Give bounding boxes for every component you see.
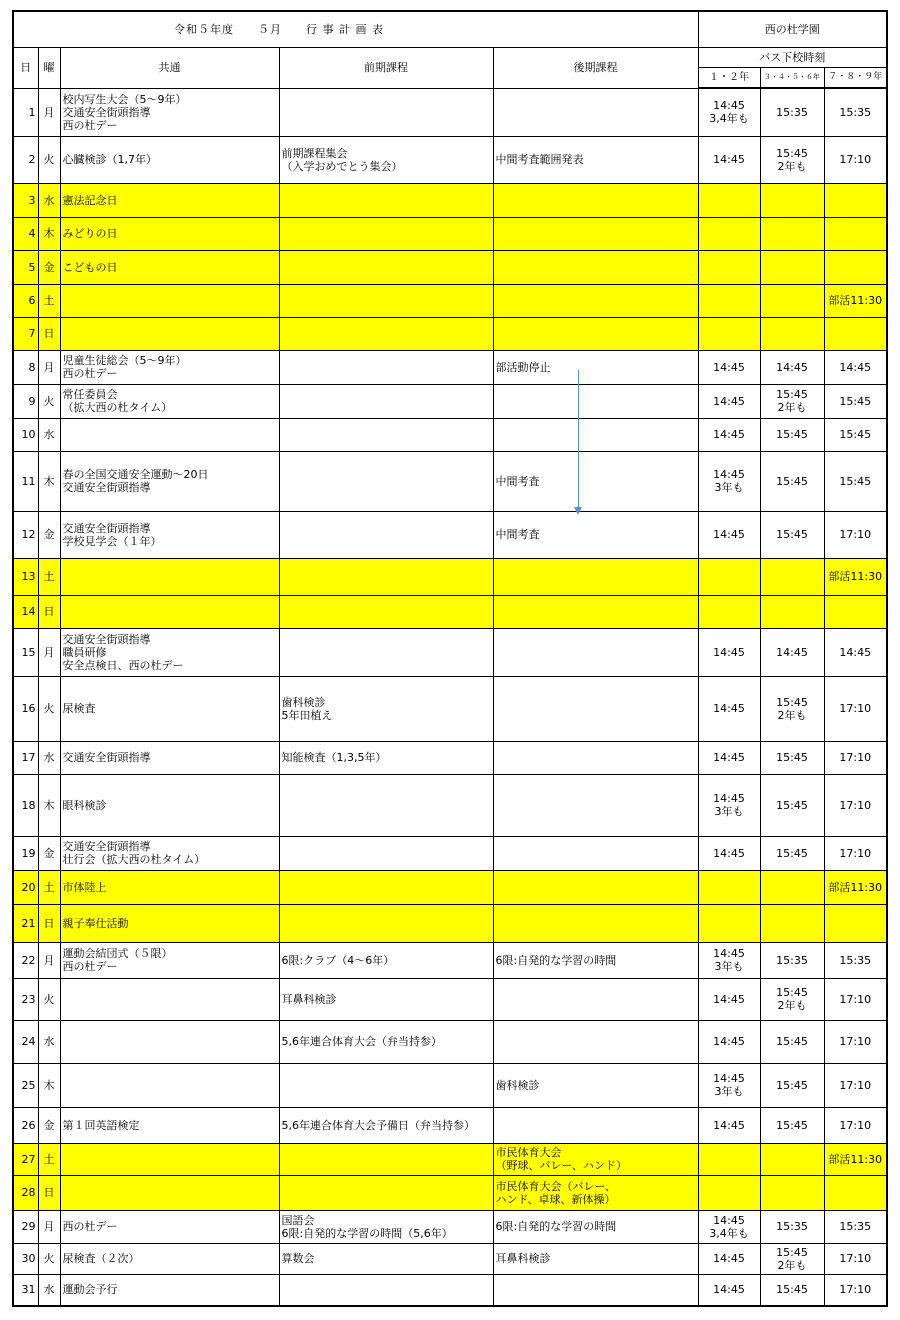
bus-grade-1-2-cell: 14:45 3,4年も	[698, 1210, 760, 1243]
weekday-cell: 火	[38, 1243, 60, 1274]
weekday-cell: 月	[38, 350, 60, 384]
day-cell: 16	[13, 676, 38, 741]
early-course-cell	[279, 451, 493, 511]
header-grade-1-2: １・２年	[698, 67, 760, 88]
common-cell	[60, 317, 279, 350]
day-cell: 10	[13, 418, 38, 451]
weekday-cell: 土	[38, 1143, 60, 1175]
header-common: 共通	[60, 47, 279, 88]
weekday-cell: 土	[38, 558, 60, 595]
bus-grade-3-6-cell	[760, 183, 824, 217]
bus-grade-3-6-cell: 14:45	[760, 350, 824, 384]
bus-grade-1-2-cell	[698, 183, 760, 217]
schedule-sheet	[12, 10, 886, 1307]
weekday-cell: 水	[38, 741, 60, 774]
common-cell: 第１回英語検定	[60, 1107, 279, 1143]
early-course-cell	[279, 628, 493, 676]
common-cell	[60, 284, 279, 317]
table-row	[13, 418, 887, 451]
late-course-cell: 6限:自発的な学習の時間	[493, 1210, 698, 1243]
late-course-cell: 中間考査範囲発表	[493, 136, 698, 183]
bus-grade-3-6-cell: 15:45 2年も	[760, 676, 824, 741]
day-cell: 15	[13, 628, 38, 676]
weekday-cell: 火	[38, 384, 60, 418]
early-course-cell	[279, 511, 493, 558]
common-cell	[60, 418, 279, 451]
table-row	[13, 183, 887, 217]
weekday-cell: 月	[38, 628, 60, 676]
day-cell: 6	[13, 284, 38, 317]
weekday-cell: 日	[38, 1175, 60, 1210]
table-row	[13, 384, 887, 418]
common-cell: 市体陸上	[60, 870, 279, 904]
bus-grade-1-2-cell: 14:45	[698, 511, 760, 558]
day-cell: 26	[13, 1107, 38, 1143]
early-course-cell	[279, 88, 493, 136]
bus-grade-7-9-cell: 17:10	[824, 676, 887, 741]
early-course-cell	[279, 418, 493, 451]
late-course-cell	[493, 774, 698, 836]
table-row	[13, 676, 887, 741]
table-row	[13, 511, 887, 558]
bus-grade-7-9-cell: 15:45	[824, 384, 887, 418]
common-cell: 眼科検診	[60, 774, 279, 836]
bus-grade-7-9-cell: 部活11:30	[824, 558, 887, 595]
bus-grade-3-6-cell: 15:45	[760, 1274, 824, 1306]
bus-grade-1-2-cell: 14:45	[698, 741, 760, 774]
table-row	[13, 942, 887, 978]
arrow-down-icon	[574, 507, 582, 515]
early-course-cell: 算数会	[279, 1243, 493, 1274]
bus-grade-7-9-cell: 15:45	[824, 418, 887, 451]
early-course-cell: 5,6年連合体育大会予備日（弁当持参）	[279, 1107, 493, 1143]
header-grade-7-9: ７・８・９年	[824, 67, 887, 88]
bus-grade-7-9-cell: 17:10	[824, 1063, 887, 1107]
early-course-cell: 国語会 6限:自発的な学習の時間（5,6年）	[279, 1210, 493, 1243]
day-cell: 5	[13, 250, 38, 284]
bus-grade-7-9-cell: 17:10	[824, 1020, 887, 1063]
table-row	[13, 250, 887, 284]
weekday-cell: 土	[38, 870, 60, 904]
late-course-cell	[493, 1107, 698, 1143]
weekday-cell: 木	[38, 217, 60, 250]
weekday-cell: 水	[38, 1274, 60, 1306]
late-course-cell	[493, 284, 698, 317]
early-course-cell	[279, 350, 493, 384]
bus-grade-7-9-cell: 17:10	[824, 741, 887, 774]
header-late-course: 後期課程	[493, 47, 698, 88]
arrow-line	[578, 370, 579, 510]
day-cell: 2	[13, 136, 38, 183]
bus-grade-7-9-cell: 17:10	[824, 1107, 887, 1143]
late-course-cell	[493, 558, 698, 595]
early-course-cell	[279, 836, 493, 870]
weekday-cell: 木	[38, 451, 60, 511]
bus-grade-3-6-cell: 15:45	[760, 741, 824, 774]
day-cell: 23	[13, 978, 38, 1020]
bus-grade-1-2-cell: 14:45	[698, 350, 760, 384]
bus-grade-3-6-cell: 15:45 2年も	[760, 1243, 824, 1274]
bus-grade-3-6-cell: 15:35	[760, 1210, 824, 1243]
weekday-cell: 日	[38, 317, 60, 350]
day-cell: 9	[13, 384, 38, 418]
bus-grade-7-9-cell: 17:10	[824, 511, 887, 558]
weekday-cell: 金	[38, 1107, 60, 1143]
bus-grade-3-6-cell	[760, 595, 824, 628]
bus-grade-7-9-cell	[824, 250, 887, 284]
late-course-cell: 6限:自発的な学習の時間	[493, 942, 698, 978]
bus-grade-7-9-cell: 15:35	[824, 942, 887, 978]
day-cell: 21	[13, 904, 38, 942]
late-course-cell	[493, 676, 698, 741]
common-cell	[60, 1020, 279, 1063]
common-cell	[60, 1175, 279, 1210]
day-cell: 8	[13, 350, 38, 384]
late-course-cell	[493, 628, 698, 676]
bus-grade-1-2-cell	[698, 284, 760, 317]
day-cell: 25	[13, 1063, 38, 1107]
common-cell: 校内写生大会（5～9年） 交通安全街頭指導 西の杜デー	[60, 88, 279, 136]
table-row	[13, 1274, 887, 1306]
common-cell: 親子奉仕活動	[60, 904, 279, 942]
table-row	[13, 1243, 887, 1274]
late-course-cell: 中間考査	[493, 451, 698, 511]
day-cell: 31	[13, 1274, 38, 1306]
bus-grade-3-6-cell	[760, 284, 824, 317]
bus-grade-1-2-cell	[698, 217, 760, 250]
bus-grade-3-6-cell	[760, 870, 824, 904]
late-course-cell	[493, 418, 698, 451]
early-course-cell: 前期課程集会 （入学おめでとう集会）	[279, 136, 493, 183]
bus-grade-1-2-cell	[698, 250, 760, 284]
bus-grade-3-6-cell: 14:45	[760, 628, 824, 676]
day-cell: 3	[13, 183, 38, 217]
day-cell: 19	[13, 836, 38, 870]
early-course-cell	[279, 1274, 493, 1306]
table-row	[13, 870, 887, 904]
late-course-cell: 市民体育大会 （野球、バレー、ハンド）	[493, 1143, 698, 1175]
common-cell: 運動会予行	[60, 1274, 279, 1306]
weekday-cell: 水	[38, 183, 60, 217]
early-course-cell: 5,6年連合体育大会（弁当持参）	[279, 1020, 493, 1063]
bus-grade-3-6-cell	[760, 1175, 824, 1210]
early-course-cell: 耳鼻科検診	[279, 978, 493, 1020]
bus-grade-7-9-cell: 14:45	[824, 628, 887, 676]
table-row	[13, 217, 887, 250]
bus-grade-3-6-cell: 15:45	[760, 836, 824, 870]
bus-grade-7-9-cell: 15:35	[824, 1210, 887, 1243]
bus-grade-3-6-cell: 15:45	[760, 1020, 824, 1063]
bus-grade-1-2-cell	[698, 870, 760, 904]
late-course-cell: 耳鼻科検診	[493, 1243, 698, 1274]
common-cell: 尿検査（２次）	[60, 1243, 279, 1274]
header-bus-times: バス下校時刻	[698, 47, 887, 67]
weekday-cell: 火	[38, 136, 60, 183]
early-course-cell	[279, 1063, 493, 1107]
weekday-cell: 日	[38, 904, 60, 942]
late-course-cell	[493, 384, 698, 418]
bus-grade-3-6-cell	[760, 558, 824, 595]
table-row	[13, 741, 887, 774]
weekday-cell: 日	[38, 595, 60, 628]
bus-grade-7-9-cell	[824, 595, 887, 628]
table-row	[13, 1020, 887, 1063]
early-course-cell	[279, 558, 493, 595]
header-grade-3-6: ３・４・５・６年	[760, 67, 824, 88]
bus-grade-3-6-cell: 15:45 2年も	[760, 384, 824, 418]
bus-grade-1-2-cell: 14:45	[698, 136, 760, 183]
early-course-cell: 6限:クラブ（4～6年）	[279, 942, 493, 978]
bus-grade-3-6-cell: 15:45	[760, 511, 824, 558]
bus-grade-1-2-cell: 14:45	[698, 1274, 760, 1306]
weekday-cell: 火	[38, 676, 60, 741]
bus-grade-7-9-cell	[824, 183, 887, 217]
common-cell: みどりの日	[60, 217, 279, 250]
header-weekday: 曜	[38, 47, 60, 88]
late-course-cell	[493, 183, 698, 217]
day-cell: 18	[13, 774, 38, 836]
day-cell: 14	[13, 595, 38, 628]
common-cell	[60, 595, 279, 628]
late-course-cell: 中間考査	[493, 511, 698, 558]
common-cell	[60, 1143, 279, 1175]
bus-grade-1-2-cell: 14:45	[698, 978, 760, 1020]
day-cell: 20	[13, 870, 38, 904]
early-course-cell	[279, 250, 493, 284]
table-row	[13, 350, 887, 384]
bus-grade-7-9-cell: 17:10	[824, 978, 887, 1020]
bus-grade-3-6-cell: 15:45	[760, 1063, 824, 1107]
common-cell: 心臓検診（1,7年）	[60, 136, 279, 183]
common-cell: 交通安全街頭指導 壮行会（拡大西の杜タイム）	[60, 836, 279, 870]
bus-grade-1-2-cell: 14:45	[698, 628, 760, 676]
early-course-cell	[279, 870, 493, 904]
bus-grade-1-2-cell: 14:45	[698, 418, 760, 451]
day-cell: 24	[13, 1020, 38, 1063]
late-course-cell	[493, 870, 698, 904]
late-course-cell	[493, 1020, 698, 1063]
bus-grade-1-2-cell	[698, 1143, 760, 1175]
common-cell: 尿検査	[60, 676, 279, 741]
bus-grade-3-6-cell: 15:45	[760, 774, 824, 836]
table-row	[13, 136, 887, 183]
common-cell: こどもの日	[60, 250, 279, 284]
bus-grade-1-2-cell: 14:45 3年も	[698, 774, 760, 836]
common-cell: 常任委員会 （拡大西の杜タイム）	[60, 384, 279, 418]
late-course-cell: 歯科検診	[493, 1063, 698, 1107]
day-cell: 4	[13, 217, 38, 250]
bus-grade-7-9-cell: 17:10	[824, 136, 887, 183]
late-course-cell	[493, 250, 698, 284]
school-name: 西の杜学園	[698, 11, 887, 47]
bus-grade-3-6-cell	[760, 904, 824, 942]
bus-grade-7-9-cell	[824, 1175, 887, 1210]
day-cell: 28	[13, 1175, 38, 1210]
bus-grade-7-9-cell: 15:35	[824, 88, 887, 136]
weekday-cell: 水	[38, 1020, 60, 1063]
common-cell: 憲法記念日	[60, 183, 279, 217]
weekday-cell: 木	[38, 774, 60, 836]
early-course-cell: 歯科検診 5年田植え	[279, 676, 493, 741]
early-course-cell	[279, 384, 493, 418]
bus-grade-1-2-cell: 14:45 3,4年も	[698, 88, 760, 136]
late-course-cell: 部活動停止	[493, 350, 698, 384]
bus-grade-3-6-cell	[760, 1143, 824, 1175]
day-cell: 13	[13, 558, 38, 595]
common-cell: 交通安全街頭指導 職員研修 安全点検日、西の杜デー	[60, 628, 279, 676]
early-course-cell	[279, 904, 493, 942]
bus-grade-3-6-cell: 15:45 2年も	[760, 136, 824, 183]
page-title: 令和５年度 ５月 行 事 計 画 表	[13, 11, 698, 47]
late-course-cell: 市民体育大会（バレー、 ハンド、卓球、新体操）	[493, 1175, 698, 1210]
weekday-cell: 金	[38, 836, 60, 870]
bus-grade-3-6-cell	[760, 217, 824, 250]
common-cell: 児童生徒総会（5～9年） 西の杜デー	[60, 350, 279, 384]
bus-grade-1-2-cell: 14:45	[698, 1243, 760, 1274]
bus-grade-1-2-cell: 14:45	[698, 676, 760, 741]
early-course-cell	[279, 595, 493, 628]
bus-grade-7-9-cell: 17:10	[824, 774, 887, 836]
late-course-cell	[493, 836, 698, 870]
early-course-cell	[279, 774, 493, 836]
bus-grade-1-2-cell	[698, 904, 760, 942]
bus-grade-3-6-cell: 15:35	[760, 88, 824, 136]
bus-grade-3-6-cell	[760, 250, 824, 284]
day-cell: 7	[13, 317, 38, 350]
schedule-table	[12, 10, 888, 1307]
table-row	[13, 317, 887, 350]
late-course-cell	[493, 904, 698, 942]
table-row	[13, 1143, 887, 1175]
late-course-cell	[493, 978, 698, 1020]
bus-grade-7-9-cell: 14:45	[824, 350, 887, 384]
table-row	[13, 284, 887, 317]
weekday-cell: 月	[38, 942, 60, 978]
bus-grade-7-9-cell: 部活11:30	[824, 284, 887, 317]
common-cell	[60, 978, 279, 1020]
weekday-cell: 水	[38, 418, 60, 451]
common-cell: 春の全国交通安全運動～20日 交通安全街頭指導	[60, 451, 279, 511]
common-cell: 運動会結団式（５限） 西の杜デー	[60, 942, 279, 978]
table-row	[13, 1107, 887, 1143]
bus-grade-7-9-cell	[824, 317, 887, 350]
bus-grade-1-2-cell	[698, 317, 760, 350]
common-cell	[60, 1063, 279, 1107]
bus-grade-7-9-cell	[824, 217, 887, 250]
bus-grade-7-9-cell: 部活11:30	[824, 870, 887, 904]
late-course-cell	[493, 88, 698, 136]
day-cell: 11	[13, 451, 38, 511]
common-cell: 西の杜デー	[60, 1210, 279, 1243]
weekday-cell: 火	[38, 978, 60, 1020]
bus-grade-3-6-cell: 15:45	[760, 1107, 824, 1143]
common-cell: 交通安全街頭指導	[60, 741, 279, 774]
header-early-course: 前期課程	[279, 47, 493, 88]
bus-grade-1-2-cell	[698, 595, 760, 628]
day-cell: 12	[13, 511, 38, 558]
late-course-cell	[493, 217, 698, 250]
day-cell: 27	[13, 1143, 38, 1175]
bus-grade-1-2-cell	[698, 558, 760, 595]
bus-grade-7-9-cell: 17:10	[824, 1274, 887, 1306]
bus-grade-3-6-cell: 15:45	[760, 451, 824, 511]
weekday-cell: 金	[38, 250, 60, 284]
early-course-cell	[279, 1175, 493, 1210]
common-cell	[60, 558, 279, 595]
table-row	[13, 774, 887, 836]
day-cell: 30	[13, 1243, 38, 1274]
day-cell: 29	[13, 1210, 38, 1243]
table-row	[13, 88, 887, 136]
early-course-cell: 知能検査（1,3,5年）	[279, 741, 493, 774]
bus-grade-1-2-cell: 14:45	[698, 836, 760, 870]
early-course-cell	[279, 217, 493, 250]
table-row	[13, 904, 887, 942]
table-row	[13, 1210, 887, 1243]
bus-grade-3-6-cell: 15:35	[760, 942, 824, 978]
table-row	[13, 595, 887, 628]
early-course-cell	[279, 317, 493, 350]
table-row	[13, 451, 887, 511]
late-course-cell	[493, 317, 698, 350]
early-course-cell	[279, 284, 493, 317]
table-row	[13, 978, 887, 1020]
table-row	[13, 558, 887, 595]
weekday-cell: 月	[38, 88, 60, 136]
bus-grade-7-9-cell: 17:10	[824, 1243, 887, 1274]
day-cell: 1	[13, 88, 38, 136]
late-course-cell	[493, 595, 698, 628]
table-row	[13, 628, 887, 676]
bus-grade-1-2-cell: 14:45	[698, 1020, 760, 1063]
bus-grade-7-9-cell: 15:45	[824, 451, 887, 511]
late-course-cell	[493, 1274, 698, 1306]
table-row	[13, 1063, 887, 1107]
day-cell: 22	[13, 942, 38, 978]
day-cell: 17	[13, 741, 38, 774]
header-day: 日	[13, 47, 38, 88]
common-cell: 交通安全街頭指導 学校見学会（１年）	[60, 511, 279, 558]
bus-grade-7-9-cell: 17:10	[824, 836, 887, 870]
bus-grade-3-6-cell	[760, 317, 824, 350]
bus-grade-7-9-cell	[824, 904, 887, 942]
weekday-cell: 金	[38, 511, 60, 558]
bus-grade-3-6-cell: 15:45	[760, 418, 824, 451]
table-row	[13, 836, 887, 870]
bus-grade-3-6-cell: 15:45 2年も	[760, 978, 824, 1020]
early-course-cell	[279, 183, 493, 217]
bus-grade-1-2-cell: 14:45 3年も	[698, 1063, 760, 1107]
bus-grade-1-2-cell: 14:45 3年も	[698, 451, 760, 511]
weekday-cell: 木	[38, 1063, 60, 1107]
bus-grade-1-2-cell	[698, 1175, 760, 1210]
table-row	[13, 1175, 887, 1210]
weekday-cell: 月	[38, 1210, 60, 1243]
bus-grade-1-2-cell: 14:45	[698, 1107, 760, 1143]
bus-grade-7-9-cell: 部活11:30	[824, 1143, 887, 1175]
early-course-cell	[279, 1143, 493, 1175]
weekday-cell: 土	[38, 284, 60, 317]
bus-grade-1-2-cell: 14:45	[698, 384, 760, 418]
bus-grade-1-2-cell: 14:45 3年も	[698, 942, 760, 978]
late-course-cell	[493, 741, 698, 774]
